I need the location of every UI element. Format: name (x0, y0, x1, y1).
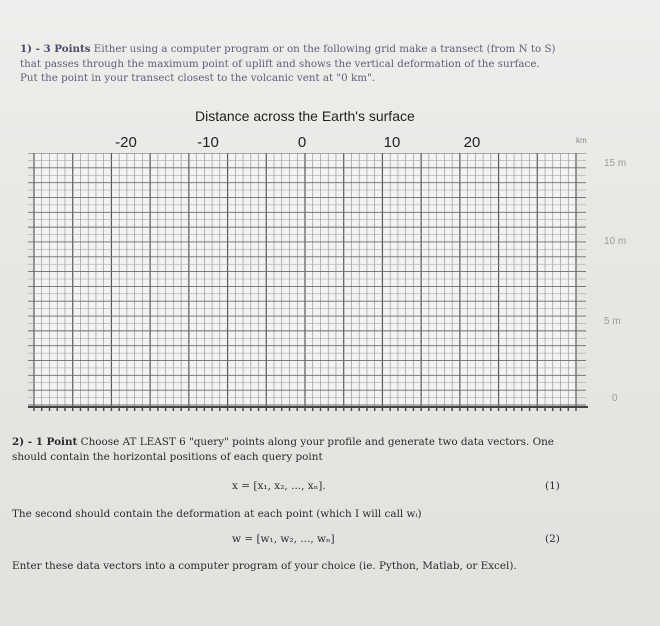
x-unit-label: km (576, 136, 587, 145)
y-label: 5 m (604, 316, 621, 327)
question-2-text: Choose AT LEAST 6 "query" points along your profile and generate two data vectors. One should contain the horizontal positions of each query point (12, 436, 554, 463)
equation-2-number: (2) (545, 533, 560, 545)
question-1-text: Either using a computer program or on the following grid make a transect (from N to S) that passes through the maximum point of uplift and shows the vertical deformation of the surface. Put the point in your transect closest to the volcanic vent at "0 km". (20, 43, 556, 84)
x-tick-label: -20 (115, 134, 137, 151)
equation-x: x = [x₁, x₂, ..., xₙ]. (232, 480, 326, 492)
y-label: 0 (612, 393, 618, 404)
question-2-final: Enter these data vectors into a computer program of your choice (ie. Python, Matlab, or Excel). (12, 560, 517, 572)
question-1-label: 1) - 3 Points (20, 43, 91, 55)
x-tick-label: -10 (197, 134, 219, 151)
x-tick-label: 10 (383, 134, 401, 151)
y-label: 10 m (604, 236, 627, 247)
question-2 (12, 435, 572, 465)
y-label: 15 m (604, 158, 627, 169)
question-1 (20, 42, 560, 86)
question-2-second: The second should contain the deformation at each point (which I will call wᵢ) (12, 508, 422, 520)
question-2-label: 2) - 1 Point (12, 436, 78, 448)
equation-w: w = [w₁, w₂, ..., wₙ] (232, 533, 335, 545)
x-tick-label: 0 (297, 134, 307, 151)
grid-svg (28, 153, 588, 411)
chart-title: Distance across the Earth's surface (195, 108, 415, 124)
transect-grid[interactable] (28, 153, 588, 411)
equation-1-number: (1) (545, 480, 560, 492)
x-tick-label: 20 (463, 134, 481, 151)
